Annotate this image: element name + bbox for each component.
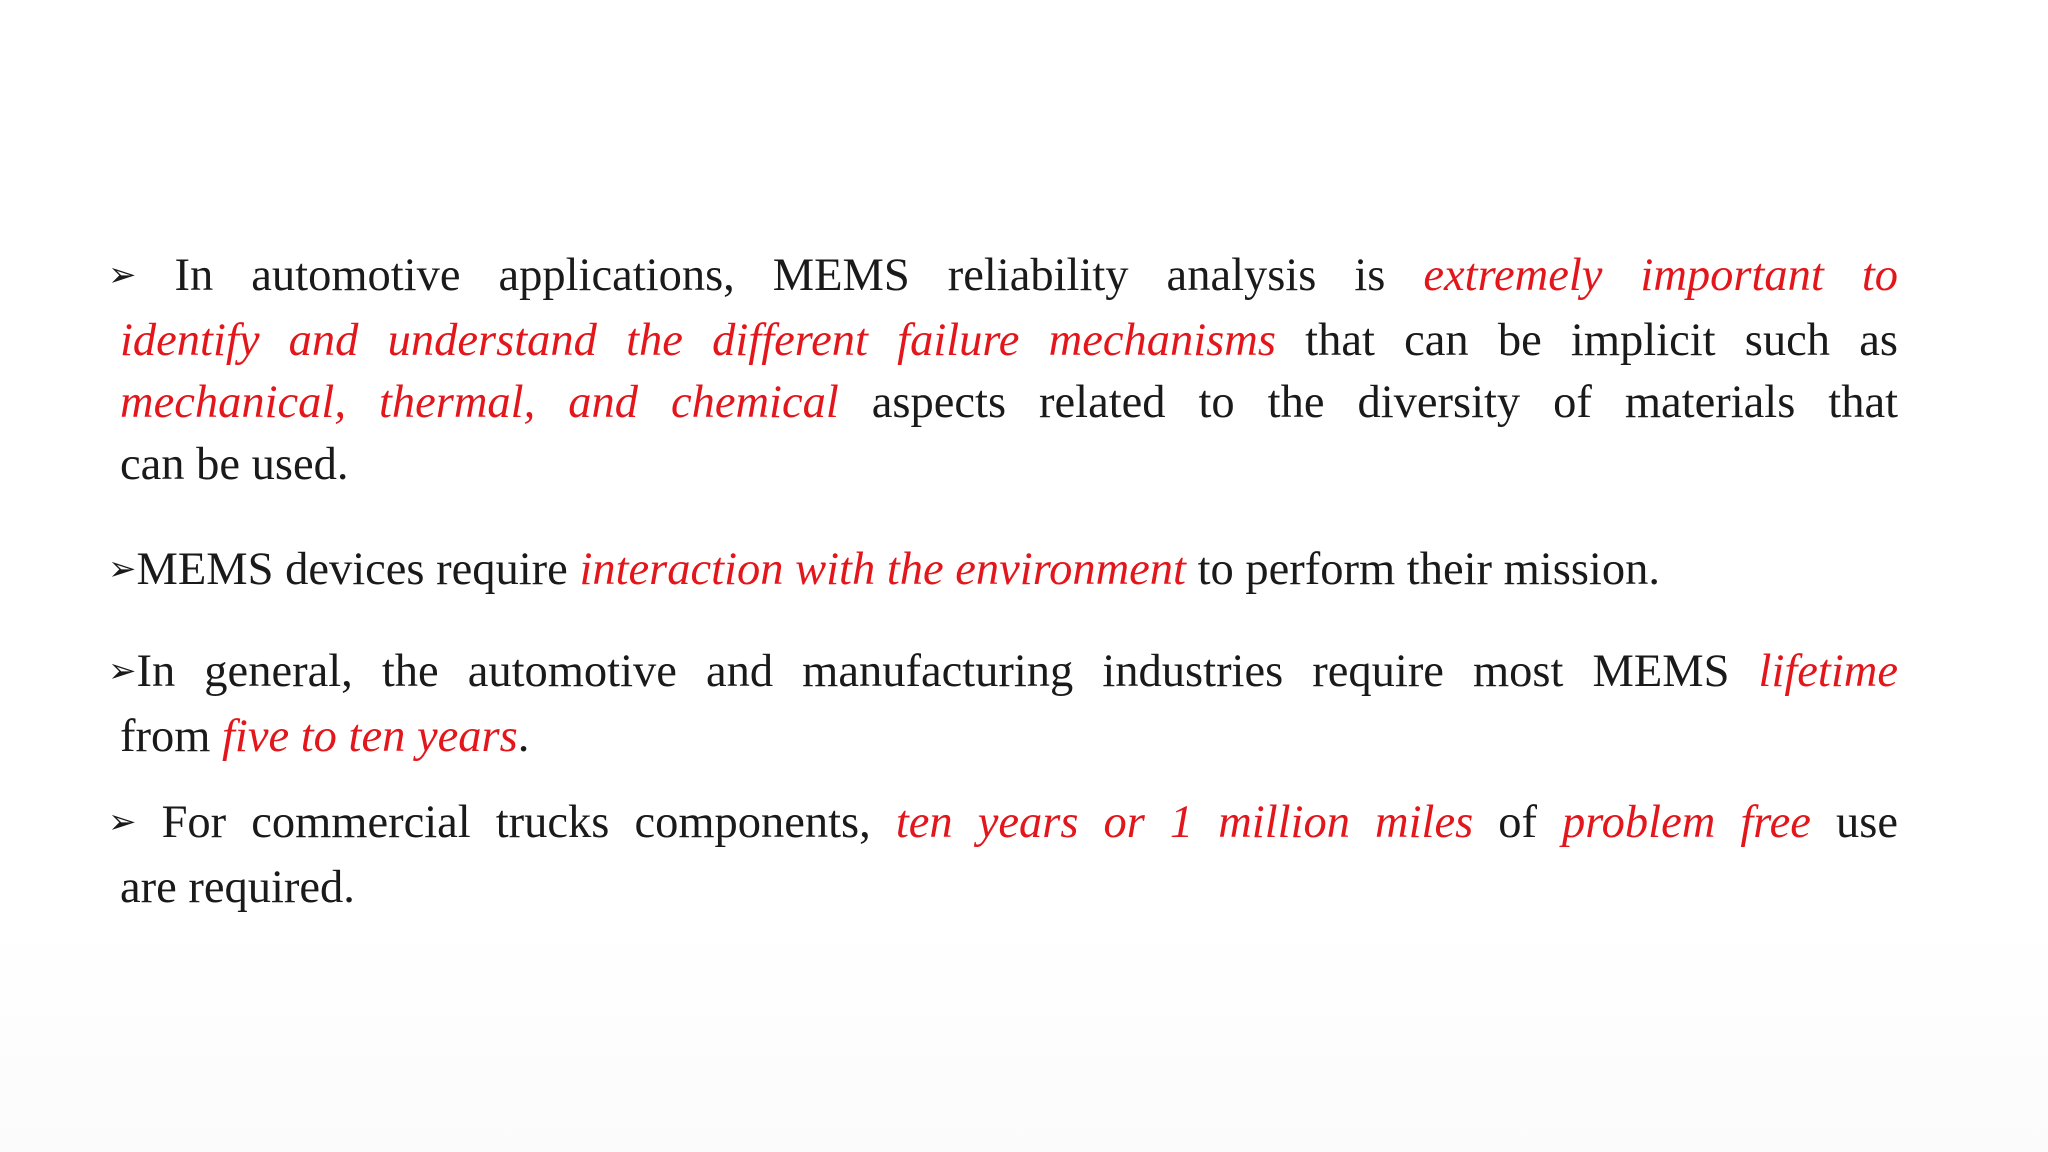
text-run: to perform their mission. [1185,544,1660,595]
bullet-2-line-1 [108,539,1898,604]
highlight-run: five to ten years [222,711,518,762]
bullet-2 [108,539,1898,604]
arrow-bullet-icon: ➢ [108,255,137,295]
bullet-1 [108,245,1898,496]
arrow-bullet-icon: ➢ [108,802,137,842]
arrow-bullet-icon: ➢ [108,549,137,589]
text-run: from [120,711,223,762]
text-run: that can be implicit such as [1275,315,1898,366]
bullet-1-line-4 [108,434,1898,496]
text-run: use [1810,797,1898,848]
text-run: of [1473,797,1563,848]
text-run: can be used. [120,439,349,490]
highlight-run: problem free [1562,797,1811,848]
text-run: For commercial trucks components, [161,797,896,848]
bullet-3 [108,641,1898,768]
bullet-3-line-2 [108,706,1898,768]
text-run: aspects related to the diversity of materials that [838,377,1899,428]
highlight-run: interaction with the environment [579,544,1186,595]
highlight-run: lifetime [1758,646,1898,697]
text-run: In general, the automotive and manufacturing industries require most MEMS [136,646,1759,697]
bullet-4-line-2 [108,857,1898,919]
bullet-1-line-2 [108,310,1898,372]
bullet-4 [108,792,1898,919]
highlight-run: mechanical, thermal, and chemical [120,377,839,428]
text-run: MEMS devices require [136,544,580,595]
text-run: . [517,711,530,762]
text-run: are required. [120,862,355,913]
bullet-3-line-1 [108,641,1898,706]
highlight-run: ten years or 1 million miles [895,797,1474,848]
bullet-1-line-3 [108,372,1898,434]
text-run: In automotive applications, MEMS reliability analysis is [174,250,1424,301]
highlight-run: identify and understand the different failure mechanisms [120,315,1276,366]
highlight-run: extremely important to [1423,250,1899,301]
arrow-bullet-icon: ➢ [108,651,137,691]
bullet-4-line-1 [108,792,1898,857]
bullet-1-line-1 [108,245,1898,310]
